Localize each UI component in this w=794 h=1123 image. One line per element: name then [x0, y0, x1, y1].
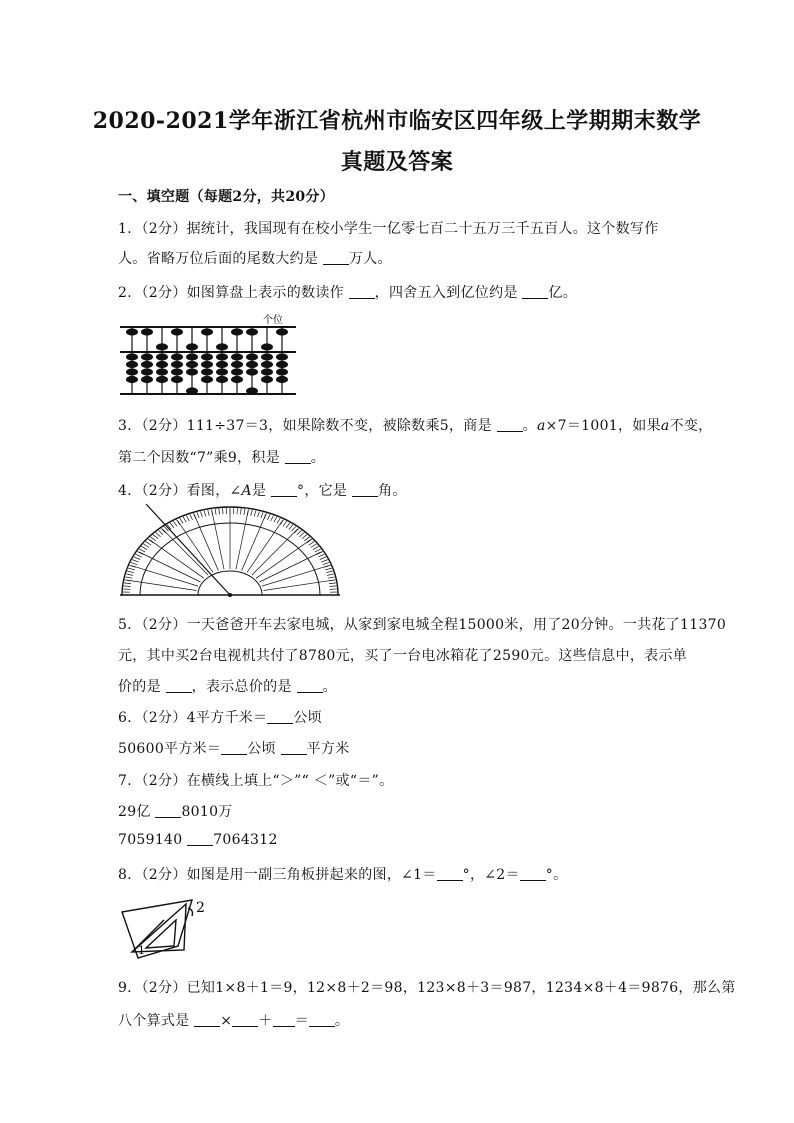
protractor-minor-tick — [289, 525, 293, 530]
protractor-minor-tick — [128, 568, 135, 570]
protractor-minor-tick — [201, 511, 203, 517]
abacus-bead — [246, 368, 258, 375]
q3-text-3: ×7＝1001，如果 — [545, 418, 661, 434]
q4-blank-2[interactable] — [352, 495, 378, 497]
q2-blank-1[interactable] — [349, 297, 375, 299]
protractor-minor-tick — [304, 537, 309, 541]
protractor-tick — [163, 529, 209, 575]
protractor-minor-tick — [313, 546, 319, 549]
abacus-bead — [216, 343, 228, 350]
abacus-bead — [231, 368, 243, 375]
protractor-minor-tick — [190, 514, 193, 520]
q6-blank-3[interactable] — [281, 753, 307, 755]
abacus-bead — [261, 368, 273, 375]
q4-line — [118, 480, 407, 500]
q6-blank-2[interactable] — [221, 753, 247, 755]
q5-blank-2[interactable] — [297, 691, 323, 693]
protractor-minor-tick — [186, 516, 189, 521]
protractor-minor-tick — [132, 560, 138, 562]
q8-text: 8．（2分）如图是用一副三角板拼起来的图，∠1＝ — [118, 867, 437, 883]
protractor-minor-tick — [127, 571, 134, 573]
protractor-tick — [127, 580, 197, 590]
protractor-minor-tick — [126, 574, 133, 575]
q3-blank-1[interactable] — [497, 430, 523, 432]
q9-times: × — [220, 1013, 233, 1029]
page-title-line2: 真题及答案 — [340, 149, 454, 175]
q1-line1: 1．（2分）据统计，我国现有在校小学生一亿零七百二十五万三千五百人。这个数写作 — [118, 221, 659, 237]
q2-line — [118, 282, 577, 302]
abacus-bead — [141, 376, 153, 383]
protractor-minor-tick — [193, 513, 195, 519]
abacus-bead — [276, 328, 288, 335]
protractor-minor-tick — [267, 514, 270, 520]
protractor-minor-tick — [129, 565, 136, 567]
q6-blank-1[interactable] — [267, 722, 293, 724]
protractor-minor-tick — [258, 511, 260, 517]
protractor-minor-tick — [294, 528, 298, 533]
protractor-minor-tick — [161, 528, 165, 533]
abacus-bead — [156, 353, 168, 360]
abacus-rods — [126, 327, 288, 395]
abacus-bead — [246, 353, 258, 360]
q3-blank-2[interactable] — [285, 462, 311, 464]
q2-text-mid: ，四舍五入到亿位约是 — [374, 285, 523, 301]
abacus-bead — [231, 376, 243, 383]
q8-blank-1[interactable] — [437, 879, 463, 881]
protractor-minor-tick — [326, 571, 333, 573]
q4-text-4: 角。 — [377, 483, 407, 499]
protractor-tick — [150, 540, 204, 579]
q5-blank-1[interactable] — [166, 691, 192, 693]
q1-line2 — [118, 248, 392, 268]
protractor-tick — [256, 540, 310, 579]
q7-blank-1[interactable] — [155, 816, 181, 818]
abacus-bead — [201, 328, 213, 335]
abacus-bead — [201, 368, 213, 375]
q3-line2 — [118, 447, 325, 467]
q6-text-3: 50600平方米＝ — [118, 741, 222, 757]
abacus-bead — [186, 368, 198, 375]
q6-text: 6．（2分）4平方千米＝ — [118, 710, 268, 726]
abacus-label: 个位 — [263, 315, 283, 326]
abacus-bead — [171, 376, 183, 383]
abacus-bead — [216, 368, 228, 375]
q8-blank-2[interactable] — [520, 879, 546, 881]
q8-line — [118, 864, 567, 884]
abacus-bead — [201, 376, 213, 383]
q8-text-3: °。 — [545, 867, 568, 883]
abacus-bead — [186, 343, 198, 350]
protractor-minor-tick — [297, 530, 302, 534]
abacus-bead — [216, 361, 228, 368]
protractor-minor-tick — [137, 552, 143, 555]
protractor-minor-tick — [240, 508, 241, 514]
protractor-minor-tick — [261, 512, 263, 518]
abacus-bead — [261, 343, 273, 350]
abacus-bead — [171, 361, 183, 368]
protractor-minor-tick — [141, 546, 147, 549]
q3-text-2: 。 — [522, 418, 537, 434]
protractor-minor-tick — [204, 511, 206, 517]
q7-text-2: 8010万 — [181, 804, 233, 820]
protractor-minor-tick — [143, 544, 149, 548]
abacus-bead — [231, 328, 243, 335]
abacus-bead — [141, 368, 153, 375]
abacus-bead — [126, 353, 138, 360]
protractor-minor-tick — [177, 520, 181, 525]
protractor-minor-tick — [215, 509, 216, 515]
q7-text: 29亿 — [118, 804, 156, 820]
q4-blank-1[interactable] — [271, 495, 297, 497]
q3-text-6: 。 — [310, 450, 326, 466]
q3-text-4: 不变， — [669, 418, 713, 434]
protractor-minor-tick — [315, 549, 321, 552]
protractor-minor-tick — [251, 510, 252, 516]
protractor-minor-tick — [327, 574, 334, 575]
protractor-tick — [263, 580, 333, 590]
q5-line3 — [118, 676, 337, 696]
protractor-minor-tick — [148, 539, 153, 543]
protractor-minor-tick — [324, 565, 331, 567]
protractor-minor-tick — [131, 562, 137, 564]
abacus-bead — [276, 368, 288, 375]
protractor-minor-tick — [124, 583, 131, 584]
q6-text-2: 公顷 — [293, 710, 322, 726]
protractor-minor-tick — [311, 544, 317, 548]
abacus-bead — [231, 361, 243, 368]
q2-text: 2．（2分）如图算盘上表示的数读作 — [118, 285, 349, 301]
abacus-bead — [216, 353, 228, 360]
q7-line3 — [118, 832, 278, 848]
abacus-bead — [276, 361, 288, 368]
protractor-minor-tick — [136, 554, 142, 557]
protractor-minor-tick — [158, 530, 163, 534]
protractor-figure — [118, 502, 343, 598]
q3-var-a: a — [536, 418, 546, 434]
abacus-bead — [156, 368, 168, 375]
q5-text-2: ，表示总价的是 — [191, 679, 297, 695]
q4-text-3: °，它是 — [297, 483, 352, 499]
q2-text-end: 亿。 — [548, 285, 578, 301]
q3-line1 — [118, 415, 712, 435]
abacus-bead — [216, 376, 228, 383]
q6-line1 — [118, 707, 322, 727]
abacus-bead — [141, 353, 153, 360]
q9-line1: 9．（2分）已知1×8＋1＝9，12×8＋2＝98，123×8＋3＝987，1234×8＋4＝9876，那么第 — [118, 980, 736, 996]
page-title: 2020-2021学年浙江省杭州市临安区四年级上学期期末数学 — [92, 108, 702, 134]
q1-blank[interactable] — [323, 263, 349, 265]
protractor-minor-tick — [244, 509, 245, 515]
section-heading: 一、填空题（每题2分，共20分） — [118, 189, 335, 205]
abacus-bead — [261, 376, 273, 383]
protractor-minor-tick — [156, 532, 161, 536]
protractor-tick — [252, 529, 298, 575]
protractor-minor-tick — [197, 512, 199, 518]
abacus-bead — [246, 387, 258, 394]
protractor-minor-tick — [318, 554, 324, 557]
abacus-figure — [118, 312, 298, 398]
protractor-minor-tick — [283, 521, 287, 526]
q7-text-3: 7059140 — [118, 832, 188, 848]
protractor-minor-tick — [323, 562, 329, 564]
protractor-minor-tick — [321, 560, 327, 562]
triangle-boards-figure — [118, 894, 218, 960]
protractor-minor-tick — [264, 513, 266, 519]
q6-text-4: 公顷 — [247, 741, 281, 757]
abacus-bead — [201, 361, 213, 368]
protractor-minor-tick — [307, 539, 312, 543]
q9-blank-1[interactable] — [194, 1025, 220, 1027]
abacus-bead — [126, 361, 138, 368]
q3-text: 3．（2分）111÷37＝3，如果除数不变，被除数乘5，商是 — [118, 418, 497, 434]
abacus-bead — [246, 361, 258, 368]
protractor-minor-tick — [124, 586, 131, 587]
protractor-minor-tick — [317, 552, 323, 555]
abacus-bead — [201, 353, 213, 360]
protractor-minor-tick — [139, 549, 145, 552]
q5-line2: 元，其中买2台电视机共付了8780元，买了一台电冰箱花了2590元。这些信息中，表示单 — [118, 648, 688, 664]
q8-text-2: °，∠2＝ — [462, 867, 520, 883]
abacus-bead — [171, 328, 183, 335]
angle-2-label: 2 — [196, 900, 205, 916]
protractor-minor-tick — [309, 541, 315, 545]
protractor-minor-tick — [302, 535, 307, 539]
abacus-bead — [231, 353, 243, 360]
abacus-bead — [156, 343, 168, 350]
q5-line1: 5．（2分）一天爸爸开车去家电城，从家到家电城全程15000米，用了20分钟。一共花了11370 — [118, 617, 727, 633]
protractor-minor-tick — [328, 577, 335, 578]
q1-text-end: 万人。 — [348, 251, 392, 267]
q9-blank-4[interactable] — [309, 1025, 335, 1027]
q9-equals: ＝ — [294, 1013, 309, 1029]
protractor-minor-tick — [299, 532, 304, 536]
q7-blank-2[interactable] — [187, 844, 213, 846]
protractor-minor-tick — [170, 523, 174, 528]
q3-text-5: 第二个因数“7”乘9，积是 — [118, 450, 285, 466]
abacus-bead — [141, 328, 153, 335]
q9-blank-3[interactable] — [273, 1025, 295, 1027]
protractor-tick — [212, 510, 224, 569]
protractor-minor-tick — [208, 510, 209, 516]
protractor-minor-tick — [219, 508, 220, 514]
q4-var-a: A — [241, 483, 252, 499]
protractor-minor-tick — [254, 511, 256, 517]
q4-text-2: 是 — [251, 483, 272, 499]
protractor-minor-tick — [325, 568, 332, 570]
abacus-bead — [261, 353, 273, 360]
protractor-minor-tick — [134, 557, 140, 560]
protractor-minor-tick — [320, 557, 326, 560]
q7-line2 — [118, 801, 233, 821]
abacus-bead — [261, 361, 273, 368]
q9-plus: ＋ — [258, 1013, 273, 1029]
protractor-minor-tick — [150, 537, 155, 541]
abacus-bead — [126, 328, 138, 335]
protractor-minor-tick — [280, 520, 284, 525]
q9-text: 八个算式是 — [118, 1013, 195, 1029]
protractor-minor-tick — [329, 583, 336, 584]
abacus-bead — [156, 376, 168, 383]
protractor-minor-tick — [292, 526, 296, 531]
abacus-bead — [171, 353, 183, 360]
q6-line2 — [118, 738, 350, 758]
protractor-minor-tick — [271, 516, 274, 521]
abacus-bead — [186, 387, 198, 394]
protractor-minor-tick — [173, 521, 177, 526]
protractor-minor-tick — [329, 586, 336, 587]
q9-line2 — [118, 1010, 349, 1030]
protractor-minor-tick — [180, 518, 183, 523]
q3-var-a-2: a — [660, 418, 670, 434]
abacus-bead — [276, 376, 288, 383]
q5-text: 价的是 — [118, 679, 166, 695]
abacus-bead — [141, 361, 153, 368]
q7-text-4: 7064312 — [213, 832, 278, 848]
abacus-bead — [186, 353, 198, 360]
protractor-minor-tick — [125, 577, 132, 578]
protractor-ticks — [123, 508, 337, 595]
q7-line1: 7．（2分）在横线上填上“＞”“ ＜”或“＝”。 — [118, 773, 394, 789]
q6-text-5: 平方米 — [306, 741, 350, 757]
protractor-tick — [236, 510, 248, 569]
abacus-bead — [246, 328, 258, 335]
protractor-minor-tick — [183, 517, 186, 522]
angle-1-label: 1 — [138, 944, 145, 957]
abacus-bead — [126, 376, 138, 383]
protractor-minor-tick — [286, 523, 290, 528]
protractor-minor-tick — [277, 518, 280, 523]
q9-blank-2[interactable] — [232, 1025, 258, 1027]
abacus-bead — [126, 368, 138, 375]
abacus-bead — [156, 361, 168, 368]
q9-end: 。 — [334, 1013, 350, 1029]
abacus-bead — [171, 368, 183, 375]
q5-text-3: 。 — [322, 679, 337, 695]
q2-blank-2[interactable] — [522, 297, 548, 299]
q1-text: 人。省略万位后面的尾数大约是 — [118, 251, 323, 267]
protractor-minor-tick — [274, 517, 277, 522]
abacus-bead — [276, 353, 288, 360]
abacus-bead — [186, 361, 198, 368]
protractor-minor-tick — [153, 535, 158, 539]
q4-text: 4．（2分）看图，∠ — [118, 483, 242, 499]
protractor-minor-tick — [146, 541, 152, 545]
